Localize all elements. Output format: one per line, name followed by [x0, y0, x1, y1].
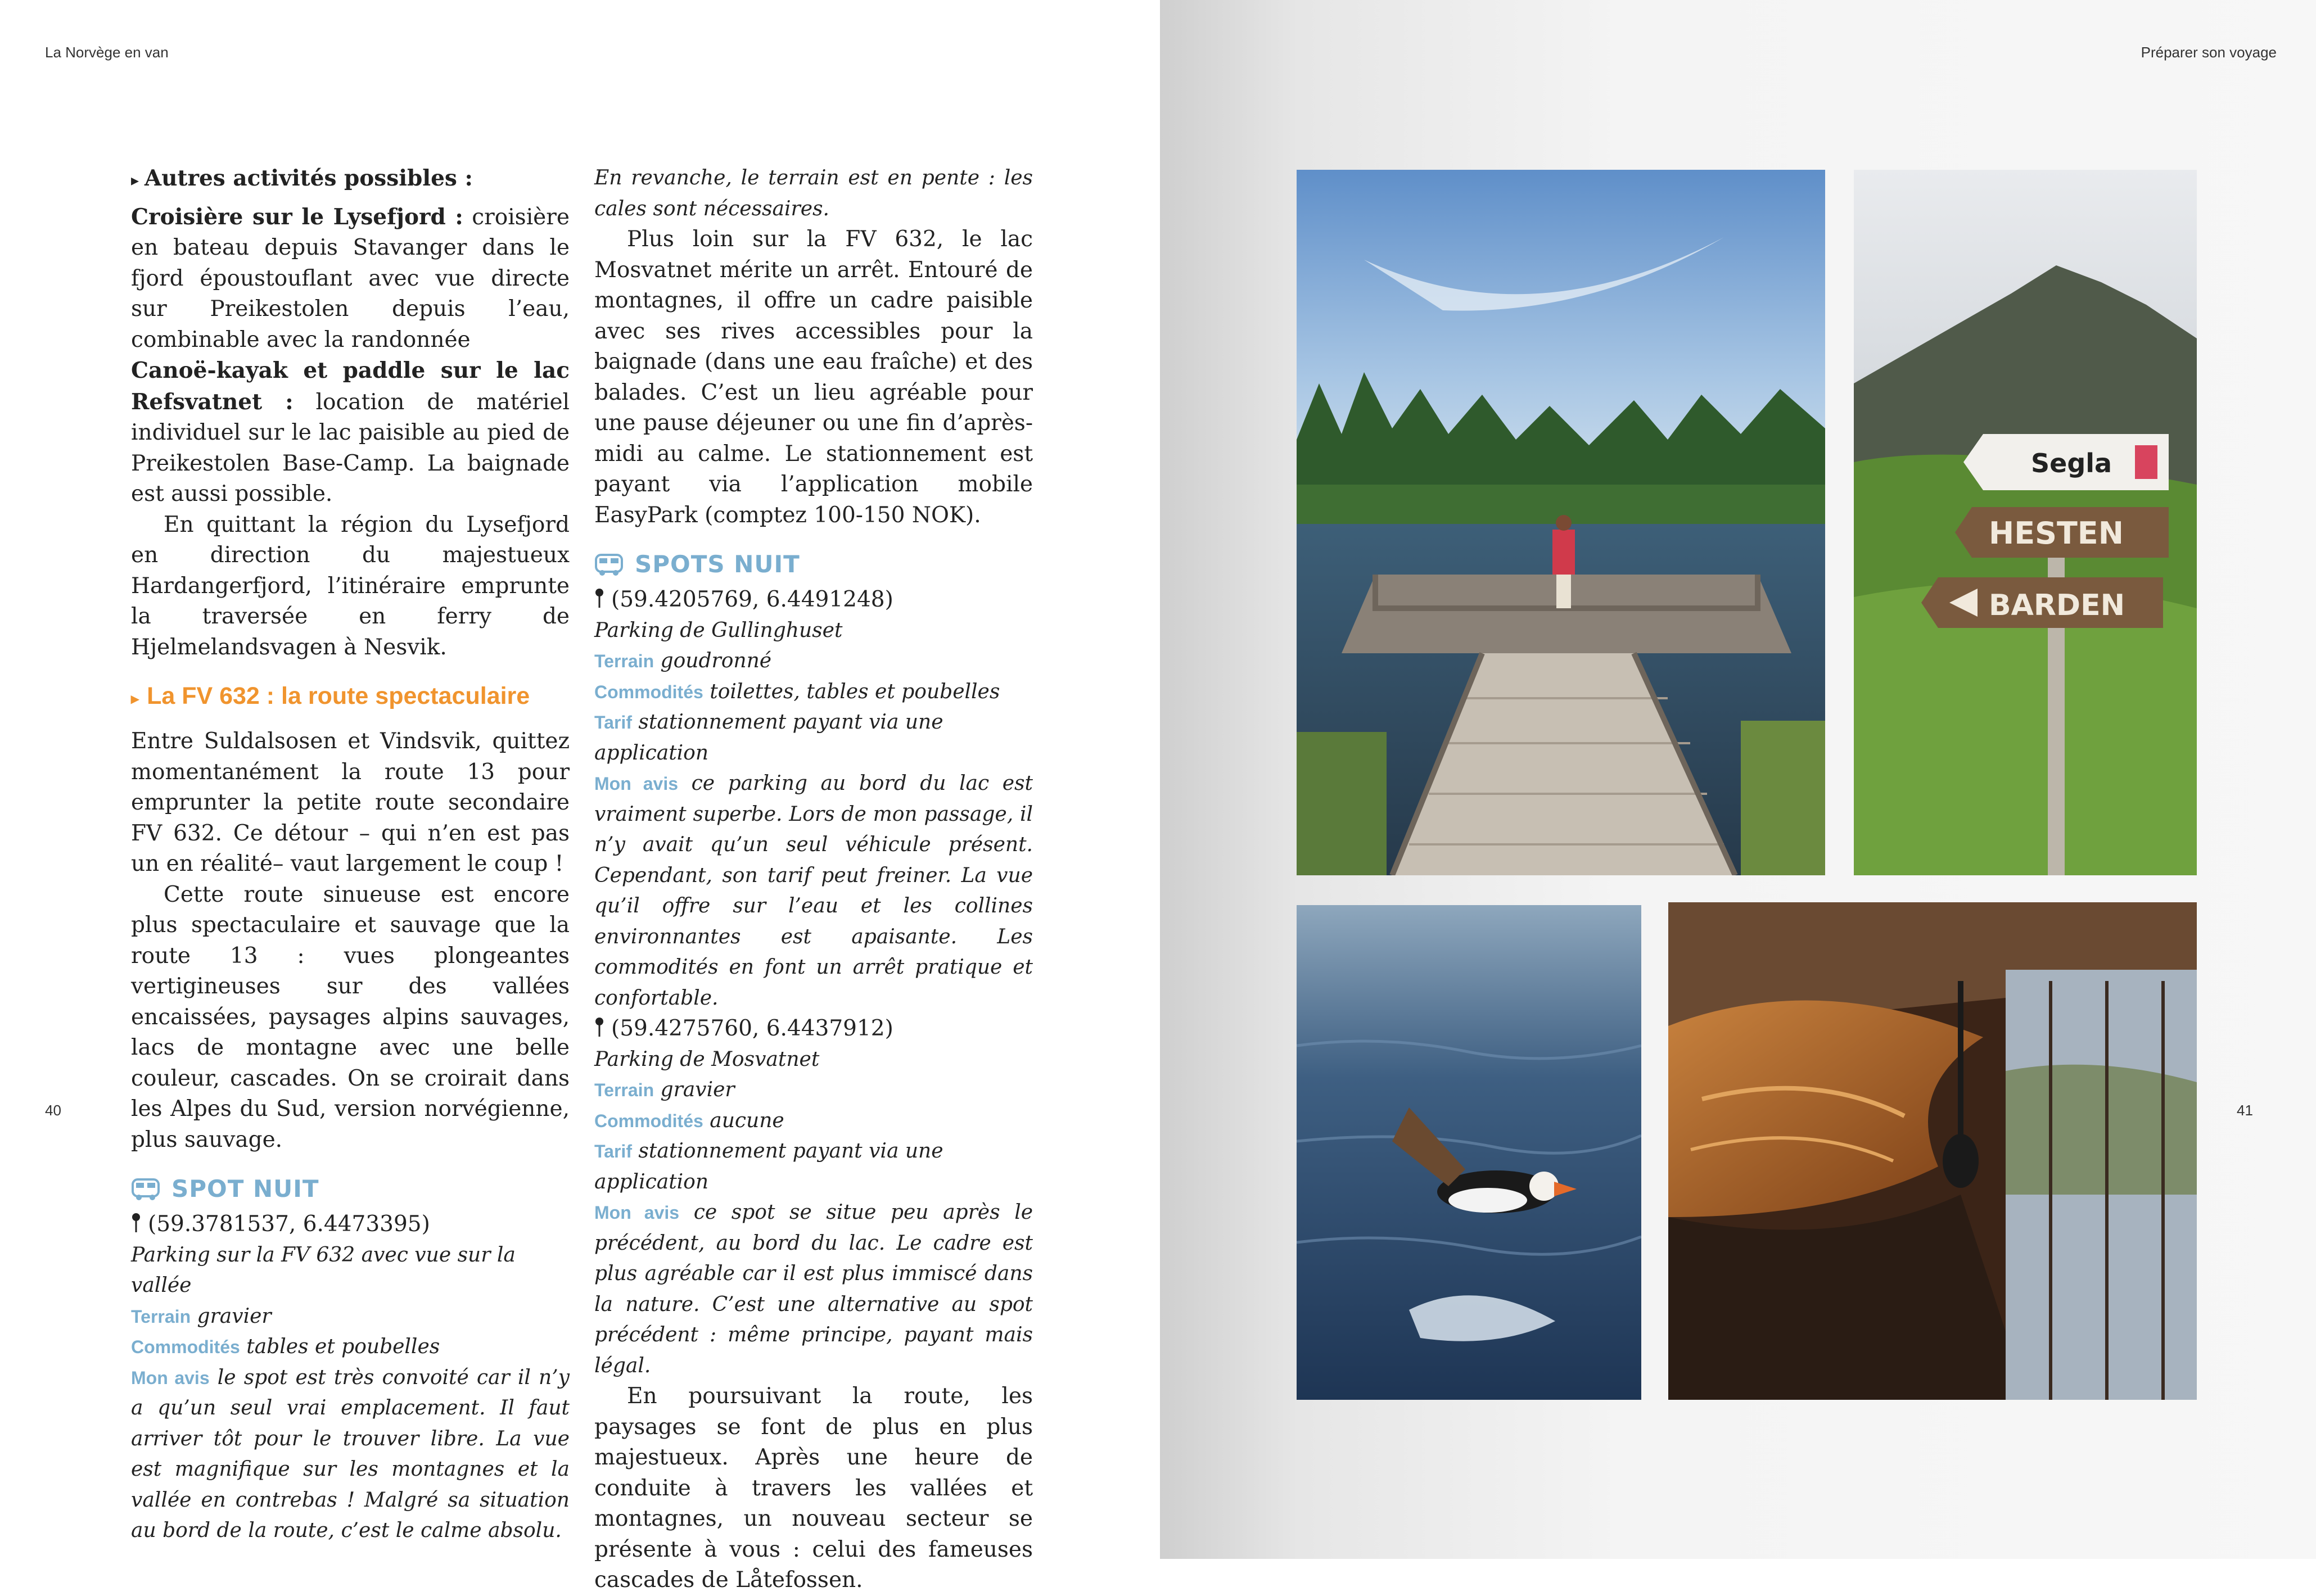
- spot-avis: Mon avis le spot est très convoité car il n’y a qu’un seul vrai emplacement. Il faut arriver tôt pour le trouver libre. La vue est magnifique sur les montagnes et la vallée en contrebas ! Malgré sa situation au bord de la route, c’est le calme absolu.: [131, 1366, 570, 1542]
- running-header-left: La Norvège en van: [45, 44, 169, 61]
- spot2-avis: Mon avis ce spot se situe peu après le précédent, au bord du lac. Le cadre est plus agréable car il est plus immiscé dans la nature. C’est une alternative au spot précédent : même principe, payant mais légal.: [594, 1201, 1033, 1377]
- spot-place: Parking sur la FV 632 avec vue sur la vallée: [131, 1243, 516, 1297]
- text-column-1: [131, 163, 570, 1547]
- sign-barden: BARDEN: [1989, 589, 2125, 622]
- between-paragraph: Entre Suldalsosen et Vindsvik, quittez momentanément la route 13 pour emprunter la petite route secondaire FV 632. Ce détour – qui n’en est pas un en réalité– vaut largement le coup !: [131, 729, 570, 876]
- photo-wooden-interior: [1668, 902, 2197, 1400]
- spot1-terrain: Terrain goudronné: [594, 649, 772, 672]
- location-pin-icon: [594, 1016, 604, 1039]
- spot-commodites: Commodités tables et poubelles: [131, 1335, 440, 1358]
- location-pin-icon: [594, 587, 604, 610]
- activities-heading: ▸ Autres activités possibles :: [131, 165, 473, 191]
- page-number-left: 40: [45, 1102, 61, 1119]
- continue-paragraph: En poursuivant la route, les paysages se font de plus en plus majestueux. Après une heure de conduite à travers les vallées et montagnes, un nouveau secteur se présente à vous : celui des fameuses cascades de Låtefossen.: [594, 1383, 1033, 1593]
- cruise-title: Croisière sur le Lysefjord :: [131, 204, 463, 230]
- spot-nuit-heading: SPOT NUIT: [131, 1172, 570, 1206]
- spots-nuit-heading: SPOTS NUIT: [594, 548, 1033, 581]
- spot1-commodites: Commodités toilettes, tables et poubelles: [594, 680, 1000, 703]
- canoe-paragraph: Canoë-kayak et paddle sur le lac Refsvatnet : location de matériel individuel sur le lac paisible au pied de Preikestolen Base-Camp. La baignade est aussi possible.: [131, 358, 570, 507]
- spot2-terrain: Terrain gravier: [594, 1078, 735, 1101]
- slope-note: En revanche, le terrain est en pente : les cales sont nécessaires.: [594, 166, 1033, 220]
- photo-signpost: [1854, 170, 2197, 875]
- spot1-coords: (59.4205769, 6.4491248): [594, 585, 1033, 616]
- spot1-avis: Mon avis ce parking au bord du lac est vraiment superbe. Lors de mon passage, il n’y avait qu’un seul véhicule présent. Cependant, son tarif peut freiner. La vue qu’il offre sur l’eau et les collines environnantes est apaisante. Les commodités en font un arrêt pratique et confortable.: [594, 772, 1033, 1010]
- mosvatnet-paragraph: Plus loin sur la FV 632, le lac Mosvatnet mérite un arrêt. Entouré de montagnes, il offre un cadre paisible avec ses rives accessibles pour la baignade (dans une eau fraîche) et des balades. C’est un lieu agréable pour une pause déjeuner ou une fin d’après-midi au calme. Le stationnement est payant via l’application mobile EasyPark (comptez 100-150 NOK).: [594, 227, 1033, 528]
- running-header-right: Préparer son voyage: [2141, 44, 2277, 61]
- spot1-tarif: Tarif stationnement payant via une application: [594, 711, 943, 765]
- spot-coords: (59.3781537, 6.4473395): [131, 1209, 570, 1240]
- sign-segla: Segla: [2031, 448, 2112, 478]
- photo-puffin: [1297, 905, 1641, 1400]
- section-title: ▸ La FV 632 : la route spectaculaire: [131, 682, 530, 709]
- spot2-commodites: Commodités aucune: [594, 1109, 784, 1132]
- sign-hesten: HESTEN: [1989, 516, 2124, 551]
- van-icon: [594, 551, 624, 577]
- spot-terrain: Terrain gravier: [131, 1304, 272, 1328]
- winding-paragraph: Cette route sinueuse est encore plus spectaculaire et sauvage que la route 13 : vues plongeantes vertigineuses sur des vallées encaissées, paysages alpins sauvages, lacs de montagne avec une belle couleur, cascades. On se croirait dans les Alpes du Sud, version norvégienne, plus sauvage.: [131, 881, 570, 1152]
- page-number-right: 41: [2237, 1102, 2253, 1119]
- canoe-title: Canoë-kayak et paddle sur le lac Refsvatnet :: [131, 358, 570, 415]
- text-column-2: [594, 163, 1033, 1596]
- leaving-paragraph: En quittant la région du Lysefjord en direction du majestueux Hardangerfjord, l’itinéraire emprunte la traversée en ferry de Hjelmelandsvagen à Nesvik.: [131, 512, 570, 660]
- photo-lake-pier: [1297, 170, 1825, 875]
- spot2-tarif: Tarif stationnement payant via une application: [594, 1140, 943, 1193]
- spot2-place: Parking de Mosvatnet: [594, 1047, 820, 1071]
- van-icon: [131, 1176, 160, 1202]
- spot2-coords: (59.4275760, 6.4437912): [594, 1014, 1033, 1045]
- spot1-place: Parking de Gullinghuset: [594, 618, 843, 642]
- location-pin-icon: [131, 1212, 141, 1235]
- cruise-paragraph: Croisière sur le Lysefjord : croisière en bateau depuis Stavanger dans le fjord époustouflant avec vue directe sur Preikestolen depuis l’eau, combinable avec la randonnée: [131, 204, 570, 352]
